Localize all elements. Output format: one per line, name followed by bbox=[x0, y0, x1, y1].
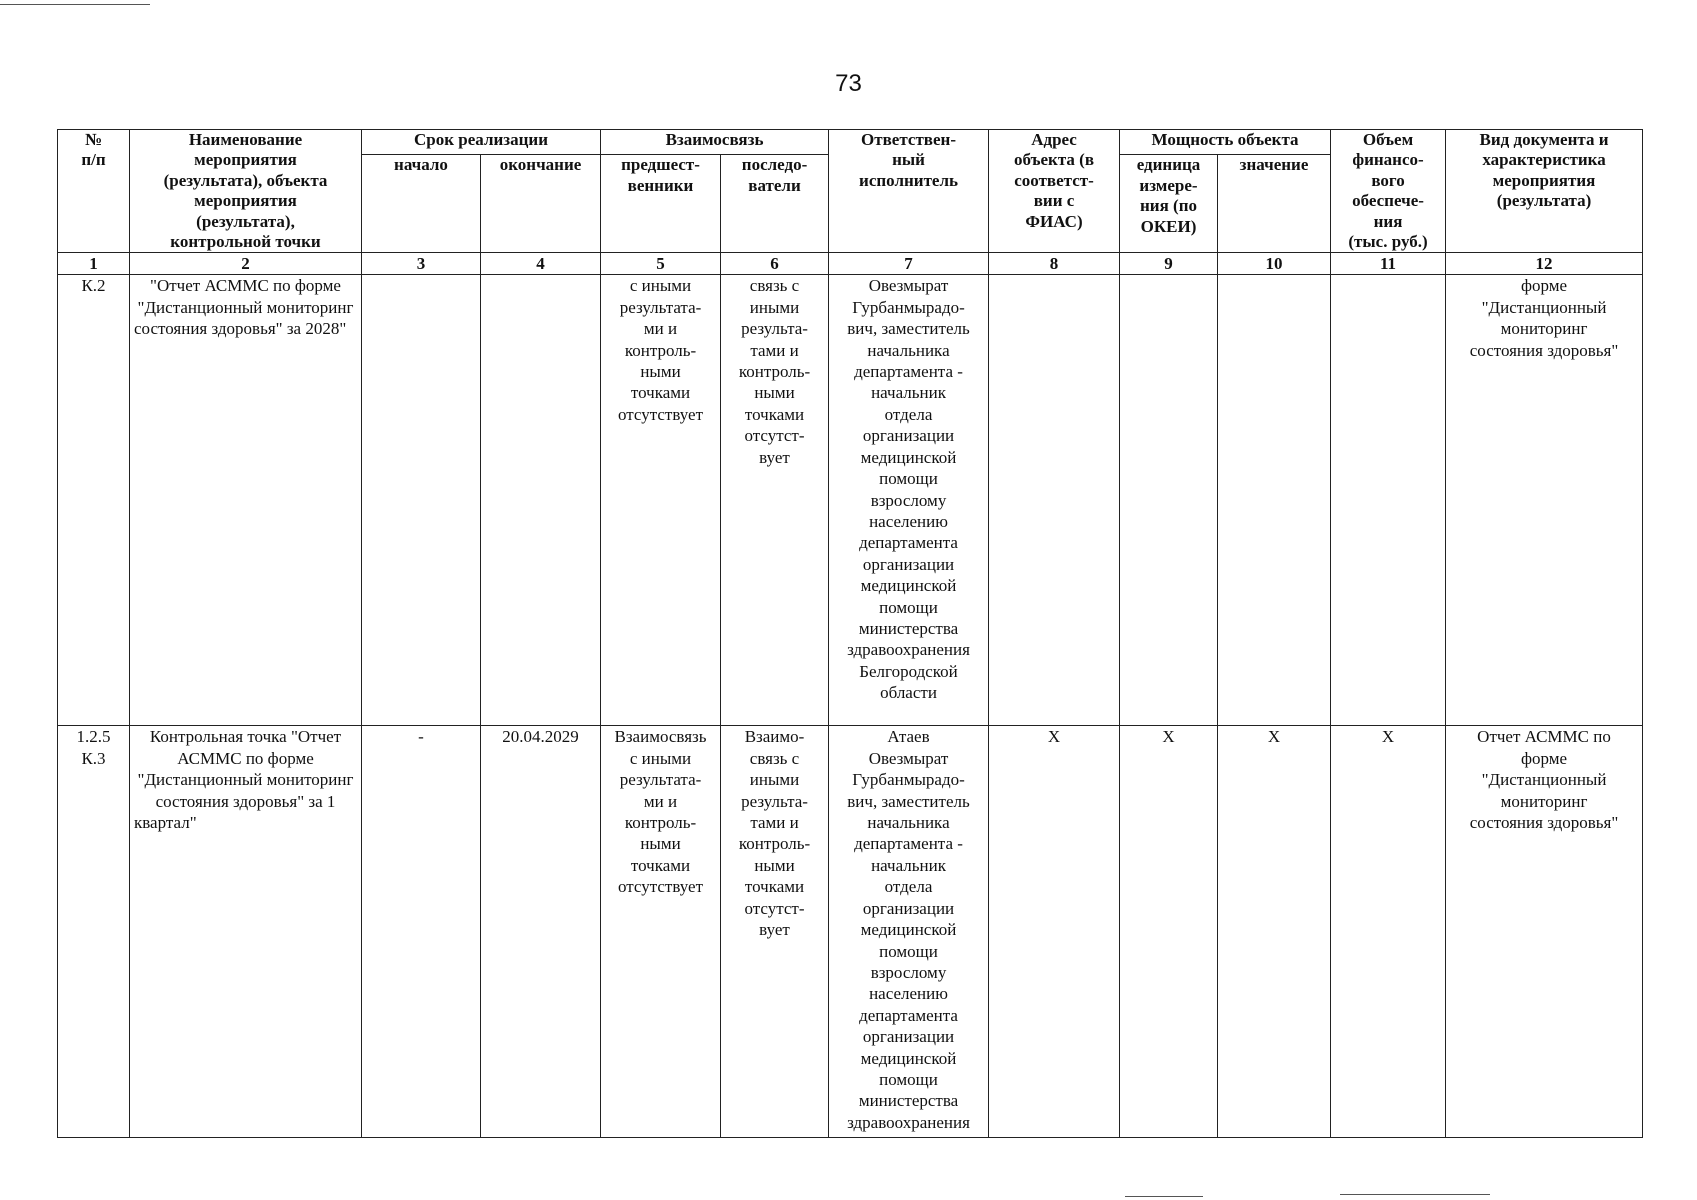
column-number: 9 bbox=[1120, 253, 1218, 275]
header-address: Адрес объекта (в соответст- вии с ФИАС) bbox=[989, 130, 1120, 253]
cell-value: X bbox=[1218, 726, 1331, 1138]
cell-num: 1.2.5 К.3 bbox=[58, 726, 130, 1138]
column-number: 1 bbox=[58, 253, 130, 275]
cell-value bbox=[1218, 275, 1331, 726]
header-doc-type: Вид документа и характеристика мероприятия (результата) bbox=[1446, 130, 1643, 253]
column-number: 10 bbox=[1218, 253, 1331, 275]
header-num: № п/п bbox=[58, 130, 130, 253]
cell-doc: форме "Дистанционный мониторинг состояния здоровья" bbox=[1446, 275, 1643, 726]
header-responsible: Ответствен- ный исполнитель bbox=[829, 130, 989, 253]
scan-edge-line bbox=[0, 4, 150, 5]
cell-predecessors: Взаимосвязь с иными результата- ми и контроль- ными точками отсутствует bbox=[601, 726, 721, 1138]
cell-end bbox=[481, 275, 601, 726]
cell-responsible: Овезмырат Гурбанмырадо- вич, заместитель начальника департамента - начальник отдела организации медицинской помощи взрослому населению департамента организации медицинской помощи министерства здравоохранения Белгородской области bbox=[829, 275, 989, 726]
column-number: 5 bbox=[601, 253, 721, 275]
table-row bbox=[58, 275, 1643, 726]
header-relation-pred: предшест- венники bbox=[601, 155, 721, 253]
scan-edge-line bbox=[1125, 1196, 1203, 1197]
column-number: 8 bbox=[989, 253, 1120, 275]
header-funding: Объем финансо- вого обеспече- ния (тыс. руб.) bbox=[1331, 130, 1446, 253]
column-number: 7 bbox=[829, 253, 989, 275]
cell-funding: X bbox=[1331, 726, 1446, 1138]
header-row bbox=[58, 130, 1643, 155]
cell-name: "Отчет АСММС по форме "Дистанционный мониторинг состояния здоровья" за 2028" bbox=[130, 275, 362, 726]
column-number: 6 bbox=[721, 253, 829, 275]
cell-start: - bbox=[362, 726, 481, 1138]
cell-end: 20.04.2029 bbox=[481, 726, 601, 1138]
header-relation: Взаимосвязь bbox=[601, 130, 829, 155]
header-relation-succ: последо- ватели bbox=[721, 155, 829, 253]
header-period-start: начало bbox=[362, 155, 481, 253]
cell-predecessors: с иными результата- ми и контроль- ными точками отсутствует bbox=[601, 275, 721, 726]
column-number-row bbox=[58, 253, 1643, 275]
cell-address bbox=[989, 275, 1120, 726]
header-capacity-unit: единица измере- ния (по ОКЕИ) bbox=[1120, 155, 1218, 253]
cell-address: X bbox=[989, 726, 1120, 1138]
column-number: 12 bbox=[1446, 253, 1643, 275]
cell-num: К.2 bbox=[58, 275, 130, 726]
header-period: Срок реализации bbox=[362, 130, 601, 155]
column-number: 4 bbox=[481, 253, 601, 275]
cell-funding bbox=[1331, 275, 1446, 726]
scan-edge-line bbox=[1340, 1194, 1490, 1195]
column-number: 2 bbox=[130, 253, 362, 275]
cell-name: Контрольная точка "Отчет АСММС по форме "Дистанционный мониторинг состояния здоровья" за 1 квартал" bbox=[130, 726, 362, 1138]
cell-successors: связь с иными результа- тами и контроль- ными точками отсутст- вует bbox=[721, 275, 829, 726]
cell-unit bbox=[1120, 275, 1218, 726]
cell-start bbox=[362, 275, 481, 726]
cell-doc: Отчет АСММС по форме "Дистанционный мониторинг состояния здоровья" bbox=[1446, 726, 1643, 1138]
table-row bbox=[58, 726, 1643, 1138]
column-number: 11 bbox=[1331, 253, 1446, 275]
column-number: 3 bbox=[362, 253, 481, 275]
cell-successors: Взаимо- связь с иными результа- тами и контроль- ными точками отсутст- вует bbox=[721, 726, 829, 1138]
header-period-end: окончание bbox=[481, 155, 601, 253]
header-capacity-value: значение bbox=[1218, 155, 1331, 253]
cell-responsible: Атаев Овезмырат Гурбанмырадо- вич, заместитель начальника департамента - начальник отдела организации медицинской помощи взрослому населению департамента организации медицинской помощи министерства здравоохранения bbox=[829, 726, 989, 1138]
header-name: Наименование мероприятия (результата), объекта мероприятия (результата), контрольной точки bbox=[130, 130, 362, 253]
cell-unit: X bbox=[1120, 726, 1218, 1138]
activities-table bbox=[57, 129, 1643, 1138]
page-number: 73 bbox=[835, 70, 862, 97]
header-capacity: Мощность объекта bbox=[1120, 130, 1331, 155]
